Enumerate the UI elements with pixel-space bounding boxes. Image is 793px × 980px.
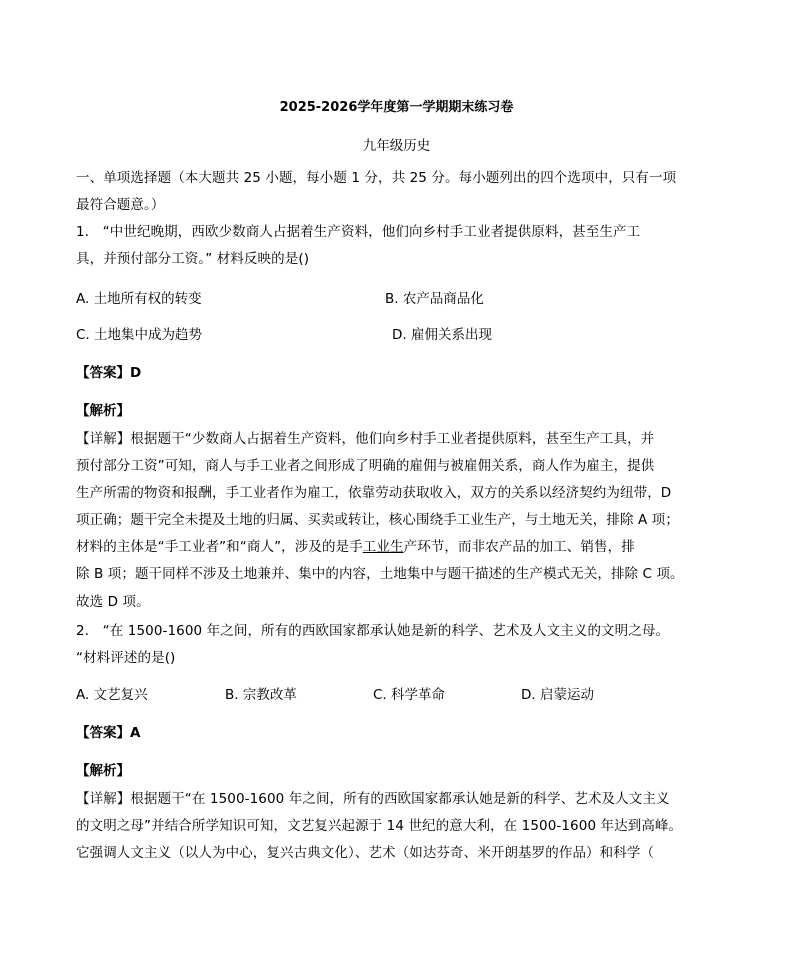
q1-detail-line-1: 【详解】根据题干“少数商人占据着生产资料，他们向乡村手工业者提供原料，甚至生产工具，并 [76, 431, 655, 447]
q2-stem-line-1: 2． “在 1500-1600 年之间，所有的西欧国家都承认她是新的科学、艺术及人文主义的文明之母。 [76, 623, 670, 639]
q1-detail-line-4: 项正确；题干完全未提及土地的归属、买卖或转让，核心围绕手工业生产，与土地无关，排除 A 项； [76, 512, 679, 528]
q2-analysis-label: 【解析】 [76, 763, 130, 779]
q1-option-d: D. 雇佣关系出现 [392, 327, 492, 343]
q1-detail-line-7: 故选 D 项。 [76, 594, 150, 610]
q1-detail-line-3: 生产所需的物资和报酬，手工业者作为雇工，依靠劳动获取收入，双方的关系以经济契约为纽带，D [76, 485, 672, 501]
document-subtitle: 九年级历史 [362, 138, 431, 154]
q2-stem-line-2: “材料评述的是() [76, 650, 176, 666]
q1-option-a: A. 土地所有权的转变 [76, 291, 202, 307]
document-title: 2025-2026学年度第一学期期末练习卷 [279, 100, 514, 115]
q1-option-c: C. 土地集中成为趋势 [76, 327, 203, 343]
q2-option-c: C. 科学革命 [373, 687, 446, 703]
q1-option-b: B. 农产品商品化 [385, 291, 484, 307]
q1-analysis-label: 【解析】 [76, 403, 130, 419]
q2-detail-line-3: 它强调人文主义（以人为中心，复兴古典文化）、艺术（如达芬奇、米开朗基罗的作品）和科学（ [76, 845, 655, 861]
section-header-line-2: 最符合题意。） [76, 197, 165, 213]
q1-answer: 【答案】D [76, 365, 142, 381]
q2-answer: 【答案】A [76, 725, 141, 741]
q2-option-a: A. 文艺复兴 [76, 687, 148, 703]
q2-option-d: D. 启蒙运动 [521, 687, 594, 703]
q1-detail-line-5 [76, 535, 635, 555]
q1-detail-line-6: 除 B 项；题干同样不涉及土地兼并、集中的内容，土地集中与题干描述的生产模式无关，排除 C 项。 [76, 566, 684, 582]
q1-detail-line-5-part-2: 产环节，而非农产品的加工、销售，排 [403, 539, 635, 555]
q2-option-b: B. 宗教改革 [225, 687, 297, 703]
q1-stem-line-2: 具，并预付部分工资。” 材料反映的是() [76, 251, 310, 267]
q1-detail-line-2: 预付部分工资”可知，商人与手工业者之间形成了明确的雇佣与被雇佣关系，商人作为雇主，提供 [76, 458, 655, 474]
q2-detail-line-1: 【详解】根据题干“在 1500-1600 年之间，所有的西欧国家都承认她是新的科学、艺术及人文主义 [76, 791, 670, 807]
q1-detail-line-5-underlined: 工业生 [362, 539, 404, 555]
q1-detail-line-5-part-1: 材料的主体是“手工业者”和“商人”，涉及的是手 [76, 539, 363, 555]
section-header-line-1: 一、单项选择题（本大题共 25 小题，每小题 1 分，共 25 分。每小题列出的四个选项中，只有一项 [76, 170, 677, 186]
q1-stem-line-1: 1． “中世纪晚期，西欧少数商人占据着生产资料，他们向乡村手工业者提供原料，甚至生产工 [76, 224, 641, 240]
q2-detail-line-2: 的文明之母”并结合所学知识可知，文艺复兴起源于 14 世纪的意大利，在 1500-1600 年达到高峰。 [76, 818, 683, 834]
